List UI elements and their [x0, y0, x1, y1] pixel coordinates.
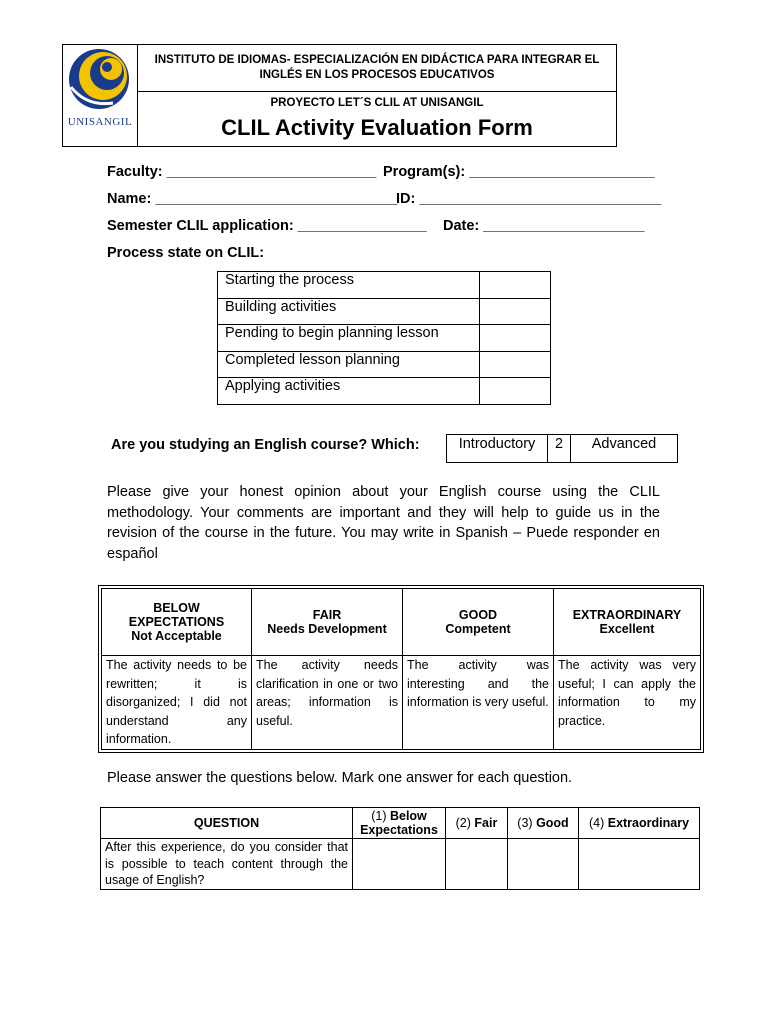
course-question: Are you studying an English course? Which: [111, 437, 420, 453]
col-number: (4) [588, 816, 605, 830]
course-option-advanced[interactable]: Advanced [571, 435, 678, 463]
rubric-header-text: Not Acceptable [131, 629, 222, 643]
answer-cell-extraordinary[interactable] [579, 839, 700, 890]
table-row [101, 839, 700, 890]
institute-name [138, 45, 616, 92]
col-fair [446, 808, 508, 839]
answer-cell-below[interactable] [353, 839, 446, 890]
col-question [101, 808, 353, 839]
rubric-header-text: GOOD [458, 608, 498, 622]
col-label: Extraordinary [607, 816, 690, 830]
course-options-table [446, 434, 678, 463]
state-checkbox-cell[interactable] [480, 298, 551, 325]
col-label: Good [536, 816, 569, 830]
questions-table [100, 807, 700, 890]
rubric-description: The activity needs to be rewritten; it is disorganized; I did not understand any information. [102, 656, 252, 750]
rubric-header-text: Competent [445, 622, 511, 636]
form-title: CLIL Activity Evaluation Form [221, 115, 533, 140]
name-field[interactable]: Name: ______________________________ [107, 191, 398, 207]
instructions: Please answer the questions below. Mark one answer for each question. [107, 770, 573, 786]
state-checkbox-cell[interactable] [480, 325, 551, 352]
rubric-description: The activity was very useful; I can apply the information to my practice. [554, 656, 701, 750]
col-good [508, 808, 579, 839]
question-text: After this experience, do you consider that is possible to teach content through the usage of English? [101, 839, 353, 890]
table-row [218, 351, 551, 378]
col-extraordinary [579, 808, 700, 839]
rubric-header-text: Excellent [599, 622, 655, 636]
table-row [218, 378, 551, 405]
id-field[interactable]: ID: ______________________________ [396, 191, 662, 207]
logo-cell [63, 45, 138, 146]
faculty-field[interactable]: Faculty: __________________________ [107, 164, 377, 180]
col-number: (3) [517, 816, 533, 830]
project-name: PROYECTO LET´S CLIL AT UNISANGIL [270, 97, 484, 109]
col-label: Below Expectations [360, 809, 438, 837]
rubric-header-text: Needs Development [267, 622, 387, 636]
rubric-header-text: EXPECTATIONS [128, 615, 225, 629]
form-header [62, 44, 617, 147]
answer-cell-fair[interactable] [446, 839, 508, 890]
institute-line-2: INGLÉS EN LOS PROCESOS EDUCATIVOS [259, 69, 495, 81]
state-checkbox-cell[interactable] [480, 378, 551, 405]
course-option-2[interactable]: 2 [548, 435, 571, 463]
rubric-table [101, 588, 701, 750]
rubric-header-fair [252, 589, 403, 656]
table-row [218, 272, 551, 299]
col-label: Fair [474, 816, 498, 830]
answer-cell-good[interactable] [508, 839, 579, 890]
col-question-label: QUESTION [193, 816, 260, 830]
intro-paragraph: Please give your honest opinion about your English course using the CLIL methodology. Your comments are important and they will help to guide us in the revision of the course in the future. You may write in Spanish – Puede responder en español [107, 484, 660, 562]
state-label: Applying activities [218, 378, 480, 405]
questions-header-row [101, 808, 700, 839]
state-label: Pending to begin planning lesson [218, 325, 480, 352]
rubric-header-good [403, 589, 554, 656]
table-row [218, 298, 551, 325]
rubric-header-text: BELOW [153, 601, 200, 615]
col-below-expectations [353, 808, 446, 839]
date-field[interactable]: Date: ____________________ [443, 218, 645, 234]
process-state-table [217, 271, 551, 405]
unisangil-logo-icon [63, 45, 137, 117]
logo-text: UNISANGIL [67, 116, 133, 128]
rubric-header-below [102, 589, 252, 656]
rubric-header-text: EXTRAORDINARY [572, 608, 682, 622]
semester-field[interactable]: Semester CLIL application: ________________ [107, 218, 427, 234]
rubric-header-text: FAIR [312, 608, 342, 622]
state-checkbox-cell[interactable] [480, 272, 551, 299]
rubric-description: The activity needs clarification in one or two areas; information is useful. [252, 656, 403, 750]
rubric-description-row [102, 656, 701, 750]
col-number: (1) [371, 809, 387, 823]
rubric-header-row [102, 589, 701, 656]
rubric-header-extraordinary [554, 589, 701, 656]
state-label: Starting the process [218, 272, 480, 299]
state-label: Completed lesson planning [218, 351, 480, 378]
state-label: Building activities [218, 298, 480, 325]
process-state-label: Process state on CLIL: [107, 245, 265, 261]
rubric-description: The activity was interesting and the information is very useful. [403, 656, 554, 750]
course-option-introductory[interactable]: Introductory [447, 435, 548, 463]
table-row [218, 325, 551, 352]
col-number: (2) [455, 816, 471, 830]
state-checkbox-cell[interactable] [480, 351, 551, 378]
institute-line-1: INSTITUTO DE IDIOMAS- ESPECIALIZACIÓN EN DIDÁCTICA PARA INTEGRAR EL [154, 54, 600, 66]
program-field[interactable]: Program(s): _______________________ [383, 164, 655, 180]
